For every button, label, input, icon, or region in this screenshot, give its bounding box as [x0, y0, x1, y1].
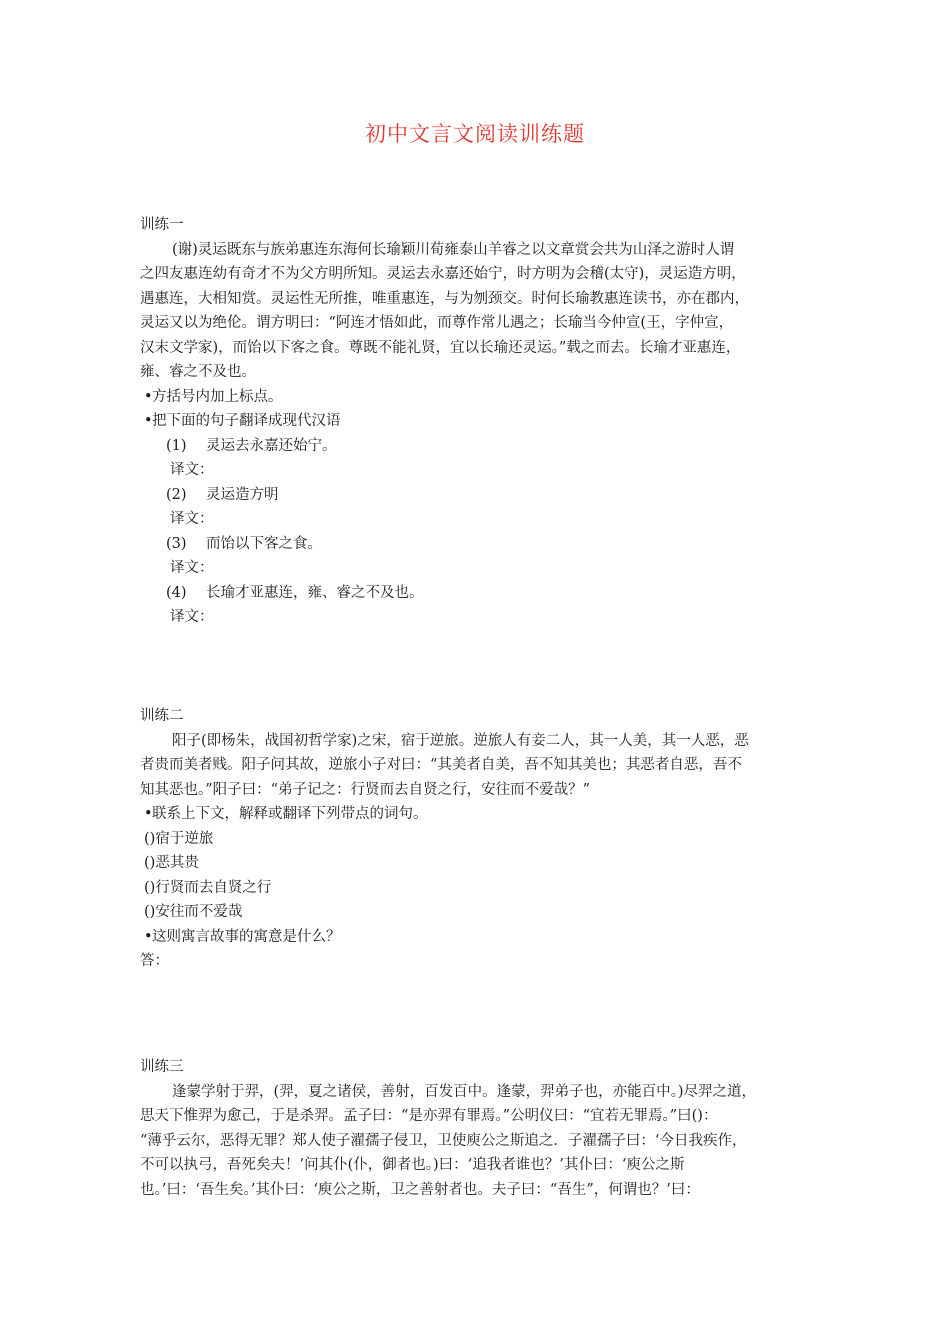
answer-label: 译文： — [170, 560, 214, 576]
answer-label: 答： — [140, 953, 169, 969]
passage-line: 思天下惟羿为愈己，于是杀羿。孟子曰：“是亦羿有罪焉。”公明仪曰：“宜若无罪焉。”曰()： — [140, 1108, 718, 1124]
passage-line: 雍、睿之不及也。 — [140, 364, 256, 380]
passage-line: “薄乎云尔，恶得无罪？郑人使子濯孺子侵卫，卫使庾公之斯追之．子濯孺子曰：‘今日我疾作， — [140, 1132, 747, 1149]
answer-label: 译文： — [170, 609, 214, 625]
list-item: ()宿于逆旅 — [144, 830, 214, 847]
section-heading: 训练三 — [140, 1059, 184, 1075]
bullet-item: •把下面的句子翻译成现代汉语 — [140, 409, 820, 434]
section-training-3 — [140, 1055, 820, 1202]
question-item: (2) 灵运造方明 — [166, 486, 279, 503]
passage-line: 也。’曰：‘吾生矣。’其仆曰：‘庾公之斯，卫之善射者也。夫子曰：“吾生”，何谓也？’曰： — [140, 1181, 700, 1198]
passage-line: 逢蒙学射于羿，(羿，夏之诸侯，善射，百发百中。逢蒙，羿弟子也，亦能百中。)尽羿之道， — [172, 1083, 757, 1100]
bullet-item: •方括号内加上标点。 — [140, 385, 820, 410]
bullet-item: •联系上下文，解释或翻译下列带点的词句。 — [140, 802, 820, 827]
section-heading: 训练一 — [140, 217, 184, 233]
bullet-item: •这则寓言故事的寓意是什么？ — [140, 925, 820, 950]
list-item: ()行贤而去自贤之行 — [144, 879, 272, 896]
passage-line: 者贵而美者贱。阳子问其故，逆旅小子对曰：“其美者自美，吾不知其美也；其恶者自恶，吾不 — [140, 757, 742, 773]
passage-line: (谢)灵运既东与族弟惠连东海何长瑜颖川荀雍泰山羊睿之以文章赏会共为山泽之游时人谓 — [172, 241, 735, 258]
question-item: (1) 灵运去永嘉还始宁。 — [166, 437, 337, 454]
bullet-dot-icon: • — [144, 413, 153, 429]
list-item: ()安往而不爱哉 — [144, 904, 243, 920]
passage-line: 汉末文学家)，而饴以下客之食。尊既不能礼贤，宜以长瑜还灵运。”载之而去。长瑜才亚惠连， — [140, 339, 741, 356]
list-item: ()恶其贵 — [144, 855, 199, 871]
section-heading: 训练二 — [140, 708, 184, 724]
passage-line: 之四友惠连幼有奇才不为父方明所知。灵运去永嘉还始宁，时方明为会稽(太守)，灵运造方明， — [140, 266, 746, 282]
passage-line: 遇惠连，大相知赏。灵运性无所推，唯重惠连，与为刎颈交。时何长瑜教惠连读书，亦在郡内， — [140, 290, 749, 307]
bullet-dot-icon: • — [144, 928, 153, 945]
answer-label: 译文： — [170, 462, 214, 478]
passage-line: 阳子(即杨朱，战国初哲学家)之宋，宿于逆旅。逆旅人有妾二人，其一人美，其一人恶，恶 — [172, 732, 749, 749]
passage-line: 灵运又以为绝伦。谓方明曰：“阿连才悟如此，而尊作常儿遇之；长瑜当今仲宣(王，字仲宣， — [140, 315, 734, 331]
question-item: (3) 而饴以下客之食。 — [166, 535, 322, 552]
passage-line: 知其恶也。”阳子曰：“弟子记之：行贤而去自贤之行，安往而不爱哉？” — [140, 781, 590, 798]
page-title: 初中文言文阅读训练题 — [365, 122, 585, 146]
bullet-dot-icon: • — [144, 806, 153, 822]
section-training-1 — [140, 213, 820, 630]
passage-line: 不可以执弓，吾死矣夫！’问其仆(仆，御者也。)曰：‘追我者谁也？’其仆曰：‘庾公之斯 — [140, 1157, 685, 1173]
bullet-dot-icon: • — [144, 388, 153, 405]
answer-label: 译文： — [170, 511, 214, 527]
section-training-2 — [140, 704, 820, 974]
question-item: (4) 长瑜才亚惠连，雍、睿之不及也。 — [166, 584, 424, 601]
